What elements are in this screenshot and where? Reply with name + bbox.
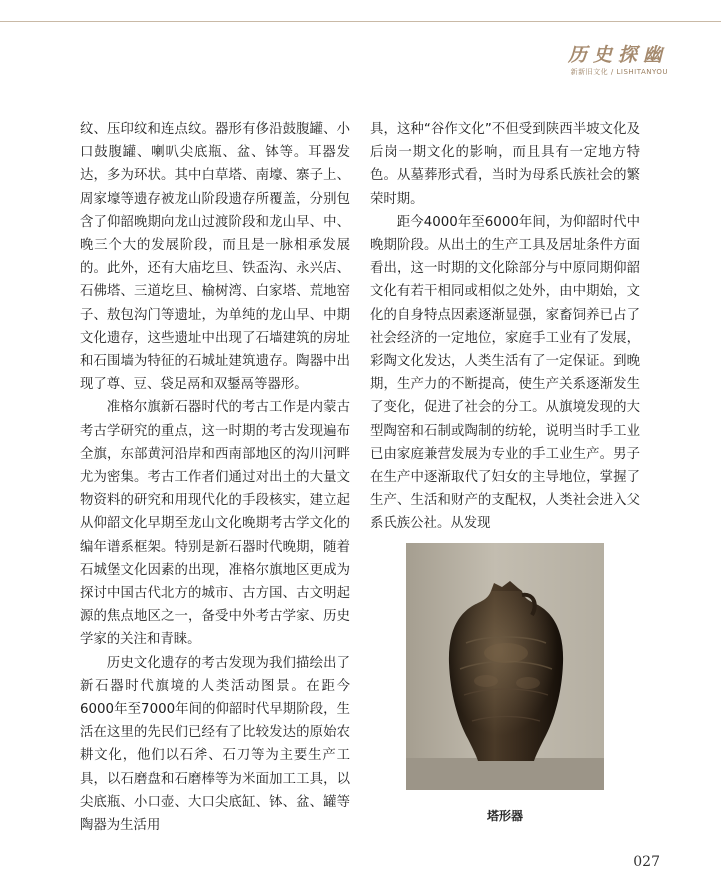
article-right-column [370, 118, 640, 536]
page-number: 027 [633, 854, 660, 870]
artifact-photo [406, 543, 604, 790]
paragraph: 距今4000年至6000年间，为仰韶时代中晚期阶段。从出土的生产工具及居址条件方面看出，这一时期的文化除部分与中原同期仰韶文化有若干相同或相似之处外，由中期始，文化的自身特点因素逐渐显强，家畜饲养已占了社会经济的一定地位，家庭手工业有了发展，彩陶文化发达，人类生活有了一定保证。到晚期，生产力的不断提高，使生产关系逐渐发生了变化，促进了社会的分工。从旗境发现的大型陶窑和石制或陶制的纺轮，说明当时手工业已由家庭兼营发展为专业的手工业生产。男子在生产中逐渐取代了妇女的主导地位，掌握了生产、生活和财产的支配权，人类社会进入父系氏族公社。从发现 [370, 214, 640, 532]
section-subtitle: 新新旧文化 / LISHITANYOU [570, 68, 668, 76]
figure-caption: 塔形器 [486, 809, 523, 823]
paragraph: 历史文化遗存的考古发现为我们描绘出了新石器时代旗境的人类活动图景。在距今6000年至7000年间的仰韶时代早期阶段，生活在这里的先民们已经有了比较发达的原始农耕文化，他们以石斧、石刀等为主要生产工具，以石磨盘和石磨棒等为米面加工工具，以尖底瓶、小口壶、大口尖底缸、钵、盆、罐等陶器为生活用 [80, 655, 350, 834]
header-divider [0, 21, 721, 22]
article-left-column [80, 118, 350, 837]
paragraph: 纹、压印纹和连点纹。器形有侈沿鼓腹罐、小口鼓腹罐、喇叭尖底瓶、盆、钵等。耳器发达，多为环状。其中白草塔、南壕、寨子上、周家壕等遗存被龙山阶段遗存所覆盖，分别包含了仰韶晚期向龙山过渡阶段和龙山早、中、晚三个大的发展阶段，而且是一脉相承发展的。此外，还有大庙圪旦、铁盃沟、永兴店、石佛塔、三道圪旦、榆树湾、白家塔、荒地窑子、敖包沟门等遗址，为单纯的龙山早、中期文化遗存，这些遗址中出现了石墙建筑的房址和石围墙为特征的石城址建筑遗存。陶器中出现了尊、豆、袋足鬲和双鋬鬲等器形。 [80, 122, 350, 393]
jar-illustration [406, 543, 604, 790]
paragraph: 准格尔旗新石器时代的考古工作是内蒙古考古学研究的重点，这一时期的考古发现遍布全旗，东部黄河沿岸和西南部地区的沟川河畔尤为密集。考古工作者们通过对出土的大量文物资料的研究和用现代化的手段核实，建立起从仰韶文化早期至龙山文化晚期考古学文化的编年谱系框架。特别是新石器时代晚期，随着石城堡文化因素的出现，准格尔旗地区更成为探讨中国古代北方的城市、古方国、古文明起源的焦点地区之一，备受中外考古学家、历史学家的关注和青睐。 [80, 400, 350, 648]
section-title: 历史探幽 [567, 44, 668, 66]
paragraph: 具，这种“谷作文化”不但受到陕西半坡文化及后岗一期文化的影响，而且具有一定地方特色。从墓葬形式看，当时为母系氏族社会的繁荣时期。 [370, 122, 640, 207]
